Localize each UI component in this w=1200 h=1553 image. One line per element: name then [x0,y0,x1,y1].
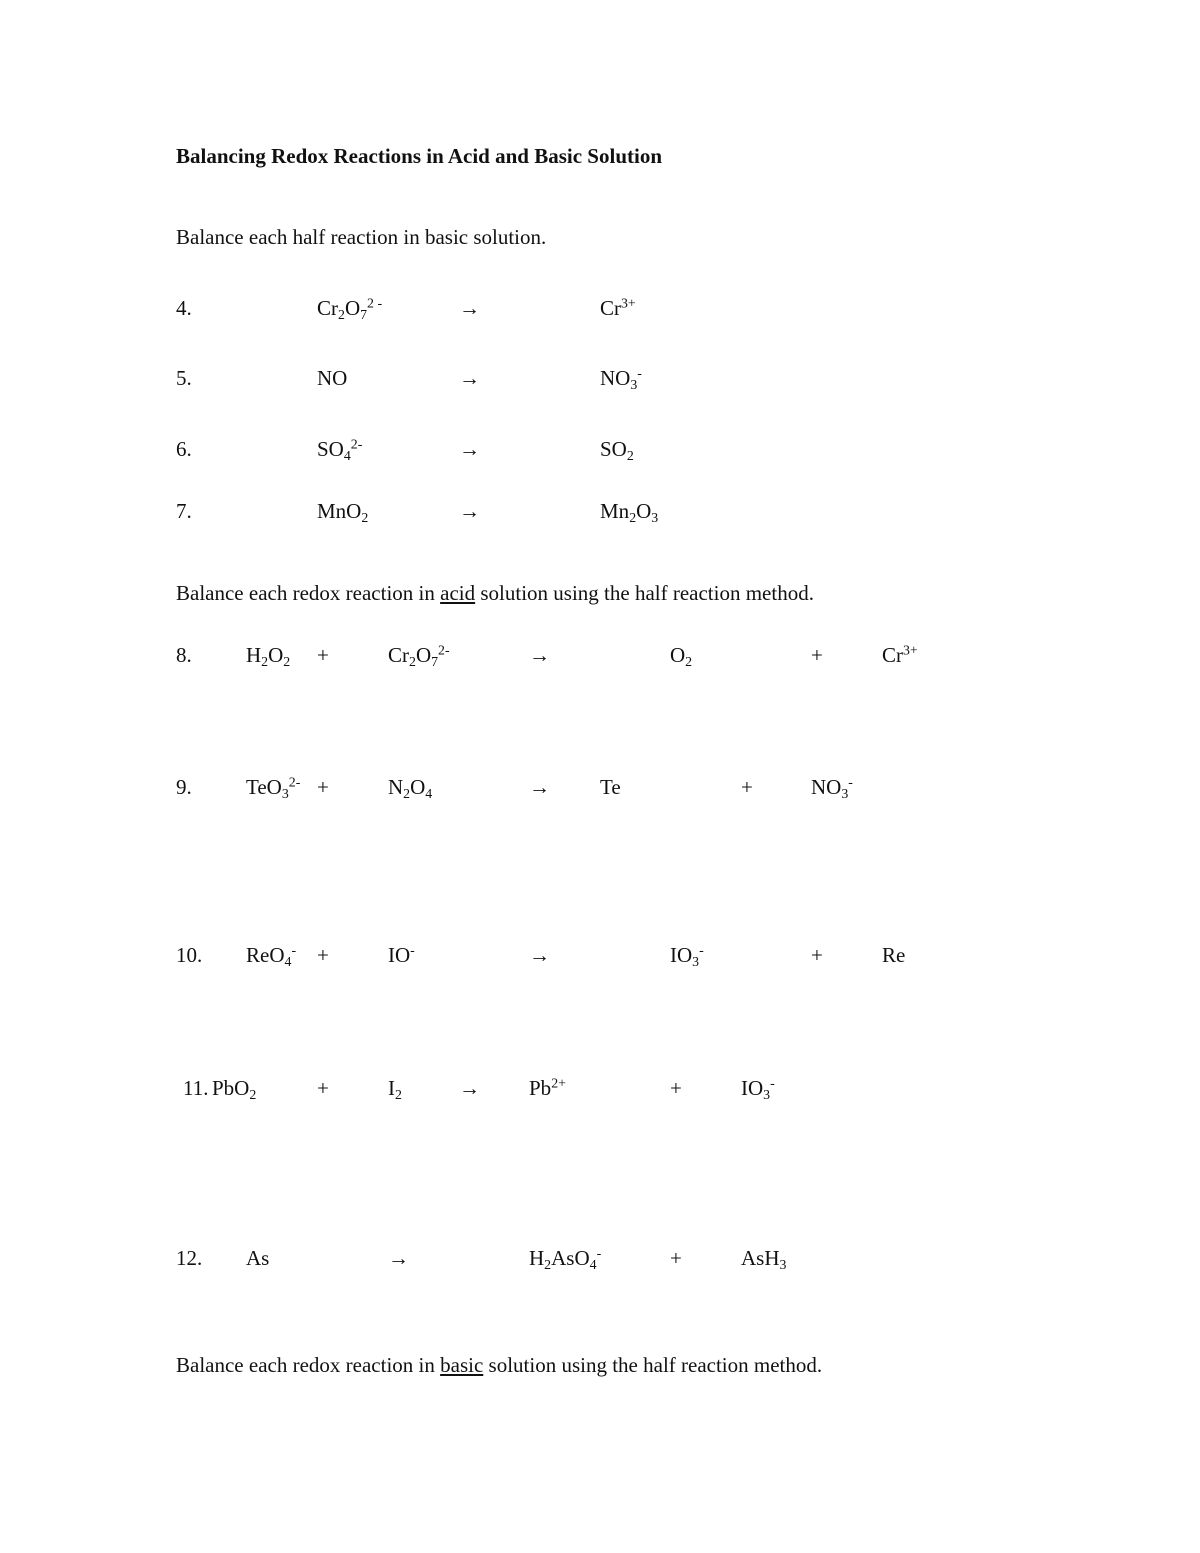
formula-subscript: 2 [544,1256,552,1272]
formula-reactant [246,942,297,969]
formula-subscript: 2 [261,653,269,669]
formula-subscript: 3 [630,376,638,392]
instruction-text: solution using the half reaction method. [475,581,814,605]
formula-subscript: 4 [425,785,433,801]
formula-symbol: NO [811,775,842,799]
formula-symbol: MnO [317,499,362,523]
formula-symbol: Cr [882,643,903,667]
formula-symbol: NO [600,366,631,390]
formula-subscript: 2 [361,509,369,525]
formula-product [529,1075,566,1100]
formula-symbol: ReO [246,943,285,967]
formula-subscript: 7 [360,306,368,322]
formula-product [882,945,905,966]
formula-symbol: IO [670,943,693,967]
formula-symbol: O [268,643,284,667]
formula-symbol: H [246,643,262,667]
problem-number: 7. [176,499,192,523]
formula-charge: 2- [288,774,301,790]
problem-number: 4. [176,296,192,320]
formula-product [882,642,918,667]
formula-product [600,499,659,525]
formula-symbol: O [415,643,432,667]
plus-sign: + [670,1246,682,1270]
formula-subscript: 2 [249,1086,257,1102]
formula-symbol: IO [741,1076,764,1100]
formula-subscript: 7 [431,653,439,669]
formula-reactant [317,499,369,525]
plus-sign: + [317,943,329,967]
formula-subscript: 2 [403,785,411,801]
formula-subscript: 2 [283,653,291,669]
formula-symbol: N [388,775,404,799]
instruction-keyword: acid [440,581,476,605]
formula-symbol: SO [600,437,627,461]
formula-subscript: 2 [629,509,637,525]
formula-symbol: Pb [529,1076,552,1100]
problem-number: 5. [176,366,192,390]
plus-sign: + [317,643,329,667]
formula-subscript: 4 [589,1256,597,1272]
formula-product [600,777,621,798]
formula-subscript: 4 [343,447,351,463]
reaction-arrow: → [459,437,480,461]
formula-charge: - [291,942,297,958]
reaction-arrow: → [459,1076,480,1100]
formula-symbol: O [410,775,426,799]
formula-charge: - [848,774,853,790]
formula-charge: - [637,365,642,381]
instruction-text: Balance each redox reaction in [176,1353,441,1377]
formula-charge: - [596,1245,602,1261]
formula-symbol: O [636,499,652,523]
formula-charge: 2 - [367,295,383,311]
reaction-arrow: → [529,943,550,967]
formula-symbol: Cr [317,296,338,320]
instruction-basic [176,1355,822,1376]
formula-subscript: 3 [651,509,659,525]
formula-symbol: I [388,1076,395,1100]
formula-reactant [388,775,433,801]
formula-reactant [246,774,301,801]
page-title: Balancing Redox Reactions in Acid and Basic Solution [176,144,663,168]
formula-subscript: 2 [626,447,634,463]
reaction-arrow: → [529,643,550,667]
formula-reactant [317,295,383,322]
reaction-arrow: → [529,775,550,799]
formula-product [600,365,642,392]
formula-symbol: IO [388,943,411,967]
formula-reactant [388,942,415,967]
reaction-arrow: → [459,366,480,390]
problem-number: 8. [176,643,192,667]
formula-subscript: 3 [779,1256,787,1272]
formula-symbol: TeO [246,775,282,799]
formula-reactant [388,642,450,669]
formula-charge: - [699,942,704,958]
formula-charge: 3+ [621,295,636,311]
reaction-arrow: → [459,499,480,523]
formula-reactant [246,1248,269,1269]
formula-product [529,1245,602,1272]
formula-product [670,942,704,969]
problem-number: 12. [176,1246,203,1270]
formula-reactant [212,1076,257,1102]
formula-charge: 2+ [551,1075,566,1091]
formula-subscript: 3 [763,1086,771,1102]
formula-charge: - [410,942,415,958]
formula-symbol: As [246,1246,270,1270]
formula-charge: - [770,1075,775,1091]
formula-symbol: O [670,643,686,667]
formula-product [600,295,636,320]
formula-charge: 2- [438,642,450,658]
formula-product [670,643,693,669]
formula-subscript: 2 [338,306,345,322]
formula-symbol: O [344,296,361,320]
problem-number: 6. [176,437,192,461]
formula-symbol: AsH [741,1246,780,1270]
formula-symbol: NO [317,366,348,390]
formula-reactant [317,436,363,463]
formula-subscript: 3 [692,953,700,969]
formula-symbol: H [529,1246,545,1270]
formula-symbol: Cr [600,296,621,320]
formula-reactant [317,368,347,389]
formula-product [811,774,853,801]
plus-sign: + [317,775,329,799]
formula-symbol: AsO [551,1246,590,1270]
formula-symbol: Re [882,943,906,967]
formula-charge: 2- [350,436,363,452]
plus-sign: + [670,1076,682,1100]
formula-symbol: Mn [600,499,630,523]
formula-subscript: 4 [284,953,292,969]
plus-sign: + [811,643,823,667]
problem-number: 11. [183,1076,209,1100]
problem-number: 10. [176,943,203,967]
formula-reactant [388,1076,402,1102]
reaction-arrow: → [459,296,480,320]
formula-product [741,1246,787,1272]
formula-subscript: 3 [841,785,849,801]
formula-subscript: 2 [409,653,416,669]
instruction-keyword: basic [440,1353,484,1377]
formula-symbol: Te [600,775,621,799]
formula-reactant [246,643,291,669]
plus-sign: + [317,1076,329,1100]
problem-number: 9. [176,775,192,799]
instruction-acid [176,583,814,604]
formula-charge: 3+ [903,642,918,658]
instruction-basic-half: Balance each half reaction in basic solution. [176,225,547,249]
formula-product [741,1075,775,1102]
formula-symbol: Cr [388,643,409,667]
formula-subscript: 2 [395,1086,402,1102]
instruction-text: Balance each redox reaction in [176,581,441,605]
formula-symbol: SO [317,437,344,461]
reaction-arrow: → [388,1246,409,1270]
plus-sign: + [741,775,753,799]
formula-subscript: 2 [685,653,693,669]
formula-subscript: 3 [281,785,289,801]
formula-symbol: PbO [212,1076,250,1100]
formula-product [600,437,634,463]
plus-sign: + [811,943,823,967]
instruction-text: solution using the half reaction method. [483,1353,823,1377]
